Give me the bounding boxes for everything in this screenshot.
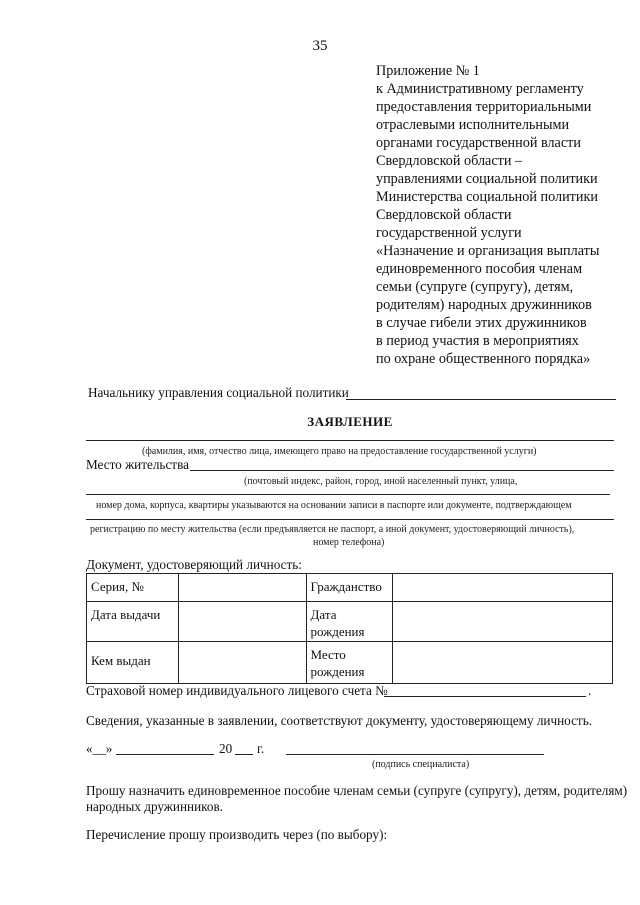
identity-doc-table: [86, 573, 613, 684]
date-year-prefix: 20: [219, 741, 233, 756]
request-line-2: народных дружинников.: [86, 799, 223, 814]
appendix-line: отраслевыми исполнительными: [376, 117, 570, 133]
date-month-field[interactable]: [116, 754, 214, 755]
fio-hint: (фамилия, имя, отчество лица, имеющего право на предоставление государственной услуги): [142, 446, 537, 457]
birth-date-value[interactable]: [392, 602, 612, 642]
appendix-line: единовременного пособия членам: [376, 261, 583, 277]
birth-date-label-line1: Дата: [310, 607, 337, 622]
snils-field[interactable]: [384, 696, 586, 697]
address-hint-4: номер телефона): [313, 537, 385, 548]
document-title: ЗАЯВЛЕНИЕ: [307, 414, 393, 429]
date-day: «__»: [86, 741, 113, 756]
date-year-suffix: г.: [257, 741, 265, 756]
identity-doc-label: Документ, удостоверяющий личность:: [86, 557, 302, 572]
address-hint-3: регистрацию по месту жительства (если предъявляется не паспорт, а иной документ, удостоверяющий личность),: [90, 524, 575, 535]
appendix-line: предоставления территориальными: [376, 99, 592, 115]
citizenship-value[interactable]: [392, 574, 612, 602]
appendix-line: государственной услуги: [376, 225, 522, 241]
appendix-line: в случае гибели этих дружинников: [376, 315, 587, 331]
address-hint-2: номер дома, корпуса, квартиры указываются на основании записи в паспорте или документе, подтверждающем: [96, 500, 572, 511]
appendix-line: Свердловской области: [376, 207, 512, 223]
issued-by-value[interactable]: [178, 642, 306, 684]
addressee-field[interactable]: [346, 399, 616, 400]
citizenship-label: Гражданство: [306, 574, 392, 602]
transfer-label: Перечисление прошу производить через (по выбору):: [86, 827, 388, 842]
issue-date-label: Дата выдачи: [87, 602, 179, 642]
appendix-line: «Назначение и организация выплаты: [376, 243, 600, 259]
signature-field[interactable]: [286, 754, 544, 755]
appendix-line: органами государственной власти: [376, 135, 581, 151]
appendix-block: [376, 62, 626, 368]
residence-field[interactable]: [190, 470, 614, 471]
appendix-line: Министерства социальной политики: [376, 189, 598, 205]
date-year-field[interactable]: [235, 754, 253, 755]
residence-label: Место жительства: [86, 457, 189, 472]
appendix-line: управлениями социальной политики: [376, 171, 598, 187]
birth-place-value[interactable]: [392, 642, 612, 684]
issue-date-value[interactable]: [178, 602, 306, 642]
address-hint-1: (почтовый индекс, район, город, иной населенный пункт, улица,: [244, 476, 518, 487]
address-field-2[interactable]: [86, 494, 610, 495]
table-row: [87, 602, 613, 642]
address-field-3[interactable]: [86, 519, 614, 520]
birth-place-label: [306, 642, 392, 684]
appendix-line: в период участия в мероприятиях: [376, 333, 579, 349]
table-row: [87, 642, 613, 684]
birth-place-label-line1: Место: [310, 647, 346, 662]
series-number-label: Серия, №: [87, 574, 179, 602]
series-number-value[interactable]: [178, 574, 306, 602]
signature-hint: (подпись специалиста): [372, 759, 470, 770]
table-row: [87, 574, 613, 602]
appendix-line: семьи (супруге (супругу), детям,: [376, 279, 574, 295]
appendix-line: по охране общественного порядка»: [376, 351, 591, 367]
appendix-line: Приложение № 1: [376, 63, 480, 79]
appendix-line: Свердловской области –: [376, 153, 523, 169]
birth-place-label-line2: рождения: [310, 664, 365, 679]
issued-by-label: Кем выдан: [87, 642, 179, 684]
appendix-line: к Административному регламенту: [376, 81, 584, 97]
snils-end: .: [588, 683, 592, 698]
appendix-line: родителям) народных дружинников: [376, 297, 592, 313]
birth-date-label-line2: рождения: [310, 624, 365, 639]
fio-field[interactable]: [86, 440, 614, 441]
page-number: 35: [312, 38, 328, 54]
snils-label: Страховой номер индивидуального лицевого счета №: [86, 683, 388, 698]
addressee-label: Начальнику управления социальной политики: [88, 385, 349, 400]
confirmation-text: Сведения, указанные в заявлении, соответствуют документу, удостоверяющему личность.: [86, 713, 593, 728]
request-line-1: Прошу назначить единовременное пособие членам семьи (супруге (супругу), детям, родителям): [86, 783, 628, 798]
birth-date-label: [306, 602, 392, 642]
